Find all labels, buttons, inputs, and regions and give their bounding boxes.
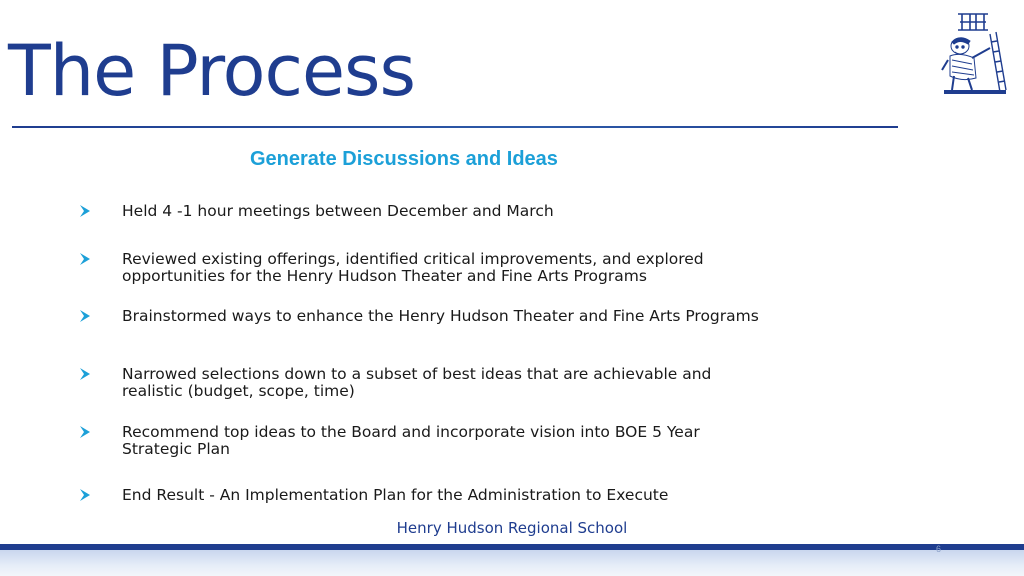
arrow-bullet-icon	[78, 424, 92, 440]
bullet-text: Brainstormed ways to enhance the Henry Hudson Theater and Fine Arts Programs	[122, 307, 759, 325]
slide-subtitle: Generate Discussions and Ideas	[250, 148, 558, 170]
footer-school-name: Henry Hudson Regional School	[396, 519, 628, 537]
arrow-bullet-icon	[78, 366, 92, 382]
footer-gradient	[0, 550, 1024, 576]
bullet-text: Held 4 -1 hour meetings between December and March	[122, 202, 554, 220]
bullet-text: Narrowed selections down to a subset of best ideas that are achievable and realistic (budget, scope, time)	[122, 365, 712, 400]
arrow-bullet-icon	[78, 203, 92, 219]
bullet-text: Reviewed existing offerings, identified critical improvements, and explored opportunities for the Henry Hudson Theater and Fine Arts Programs	[122, 250, 704, 285]
arrow-bullet-icon	[78, 251, 92, 267]
arrow-bullet-icon	[78, 308, 92, 324]
bullet-text: End Result - An Implementation Plan for the Administration to Execute	[122, 486, 669, 504]
school-logo-icon	[940, 8, 1008, 98]
bullet-text: Recommend top ideas to the Board and incorporate vision into BOE 5 Year Strategic Plan	[122, 423, 700, 458]
page-number: 6	[936, 544, 942, 554]
title-underline	[12, 126, 898, 128]
arrow-bullet-icon	[78, 487, 92, 503]
slide-title: The Process	[8, 30, 415, 112]
